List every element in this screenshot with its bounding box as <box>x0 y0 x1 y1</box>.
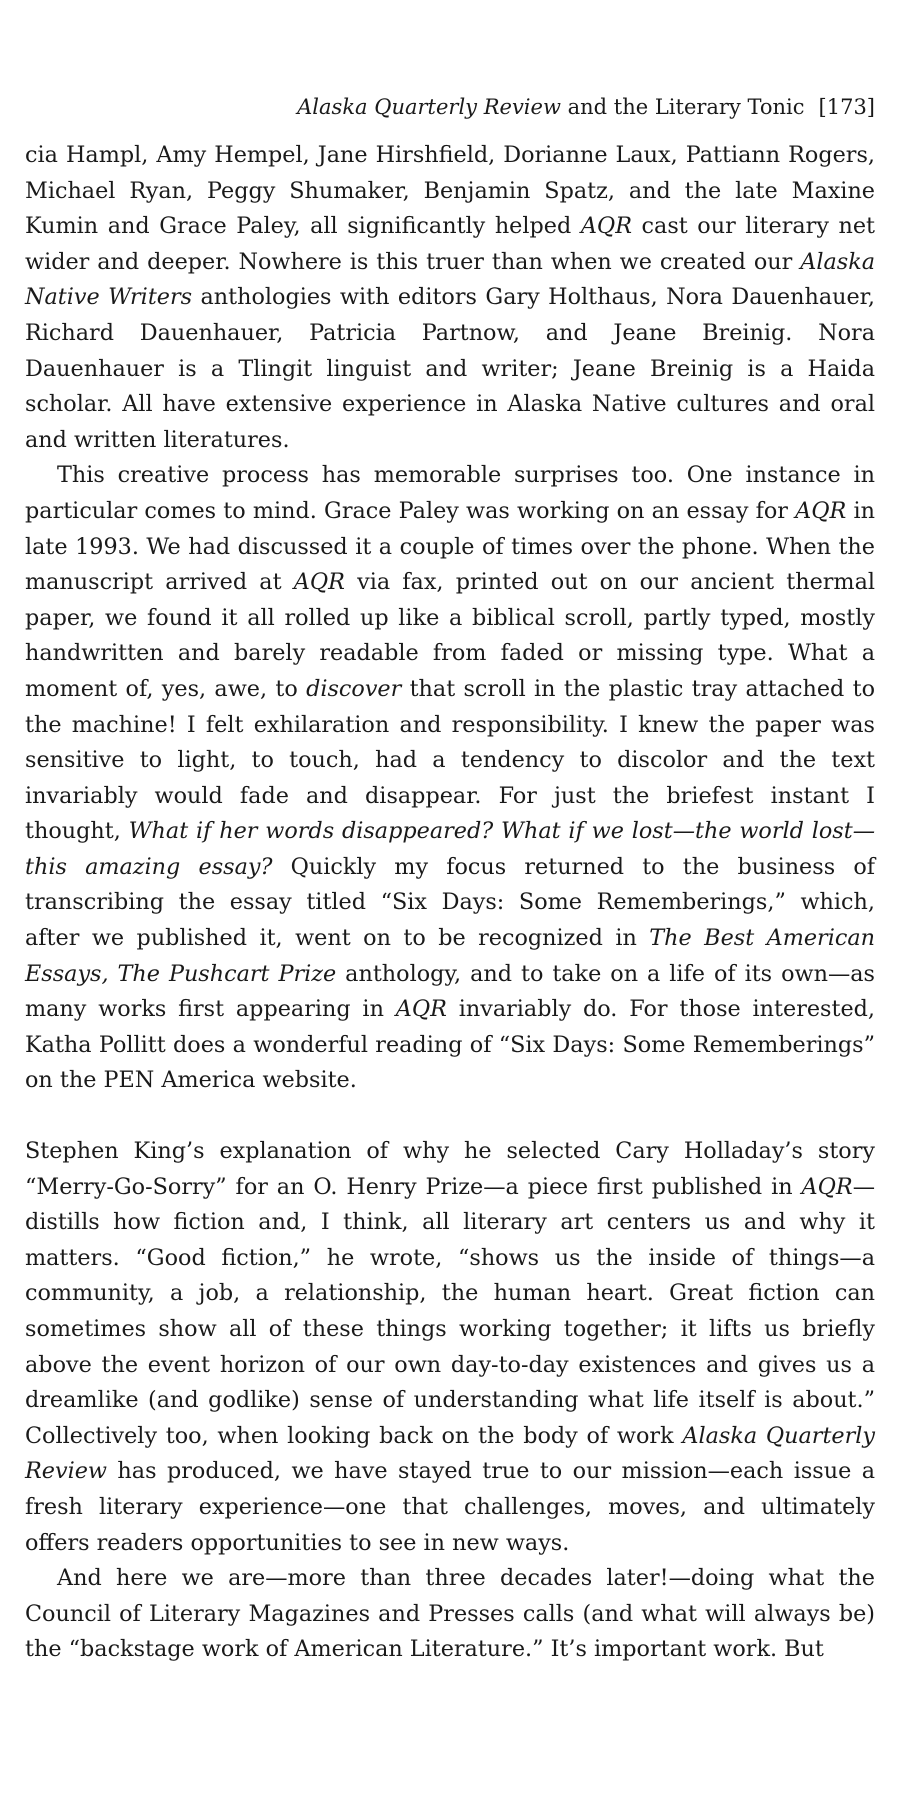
body-text <box>25 138 875 1668</box>
text-run: invariably do. For those interested, Katha Pollitt does a wonderful reading of “Six Days: Some Rememberings” on the PEN America website. <box>25 996 875 1094</box>
italic-text: discover <box>306 675 402 702</box>
text-run: Stephen King’s explanation of why he selected Cary Holladay’s story “Merry-Go-Sorry” for an O. Henry Prize—a piece first published in <box>25 1138 875 1200</box>
italic-text: Alaska Quarterly Review <box>25 1422 875 1485</box>
paragraph-3 <box>25 1134 875 1561</box>
italic-text: What if her words disappeared? What if we lost—the world lost—this amazing essay? <box>25 818 876 880</box>
text-run: in late 1993. We had discussed it a couple of times over the phone. When the manuscript arrived at <box>25 497 875 596</box>
page-number: [173] <box>818 95 875 119</box>
running-head <box>297 94 875 120</box>
text-run: —distills how fiction and, I think, all literary art centers us and why it matters. “Good fiction,” he wrote, “shows us the inside of things—a community, a job, a relationship, the human heart. Great fiction can sometimes show all of these things working together; it lifts us briefly above the event horizon of our own day-to-day existences and gives us a dreamlike (and godlike) sense of understanding what life itself is about.” Collectively too, when looking back on the body of work <box>25 1173 875 1449</box>
text-run: This creative process has memorable surprises too. One instance in particular comes to mind. Grace Paley was working on an essay for <box>25 462 875 524</box>
italic-text: The Best American Essays, The Pushcart Prize <box>25 925 875 987</box>
text-run: Quickly my focus returned to the business of transcribing the essay titled “Six Days: Some Rememberings,” which, after we published it, went on to be recognized in <box>25 853 875 952</box>
text-run: that scroll in the plastic tray attached to the machine! I felt exhilaration and responsibility. I knew the paper was sensitive to light, to touch, had a tendency to discolor and the text invariably would fade and disappear. For just the briefest instant I thought, <box>25 675 875 845</box>
paragraph-2 <box>25 458 875 1099</box>
paragraph-1 <box>25 138 875 458</box>
text-run: cia Hampl, Amy Hempel, Jane Hirshfield, Dorianne Laux, Pattiann Rogers, Michael Ryan, Peggy Shumaker, Benjamin Spatz, and the late Maxine Kumin and Grace Paley, all significantly helped <box>25 142 875 240</box>
text-run: anthology, and to take on a life of its own—as many works first appearing in <box>25 960 875 1023</box>
italic-text: AQR <box>293 569 345 596</box>
text-run: And here we are—more than three decades later!—doing what the Council of Literary Magazines and Presses calls (and what will always be) the “backstage work of American Literature.” It’s important work. But <box>25 1565 875 1663</box>
running-head-journal-title: Alaska Quarterly Review <box>297 95 561 119</box>
italic-text: Alaska Native Writers <box>25 248 875 311</box>
text-run: via fax, printed out on our ancient thermal paper, we found it all rolled up like a biblical scroll, partly typed, mostly handwritten and barely readable from faded or missing type. What a moment of, yes, awe, to <box>25 569 875 702</box>
paragraph-4 <box>25 1561 875 1668</box>
text-run: has produced, we have stayed true to our mission—each issue a fresh literary experience—one that challenges, moves, and ultimately offers readers opportunities to see in new ways. <box>25 1458 875 1556</box>
italic-text: AQR <box>801 1173 853 1200</box>
italic-text: AQR <box>395 996 447 1023</box>
running-head-title-rest: and the Literary Tonic <box>560 95 805 119</box>
text-run: cast our literary net wider and deeper. Nowhere is this truer than when we created our <box>25 213 875 275</box>
italic-text: AQR <box>795 497 847 524</box>
italic-text: AQR <box>580 213 632 240</box>
text-run: anthologies with editors Gary Holthaus, Nora Dauenhauer, Richard Dauenhauer, Patricia Partnow, and Jeane Breinig. Nora Dauenhauer is a Tlingit linguist and writer; Jeane Breinig is a Haida scholar. All have extensive experience in Alaska Native cultures and oral and written literatures. <box>25 284 875 453</box>
